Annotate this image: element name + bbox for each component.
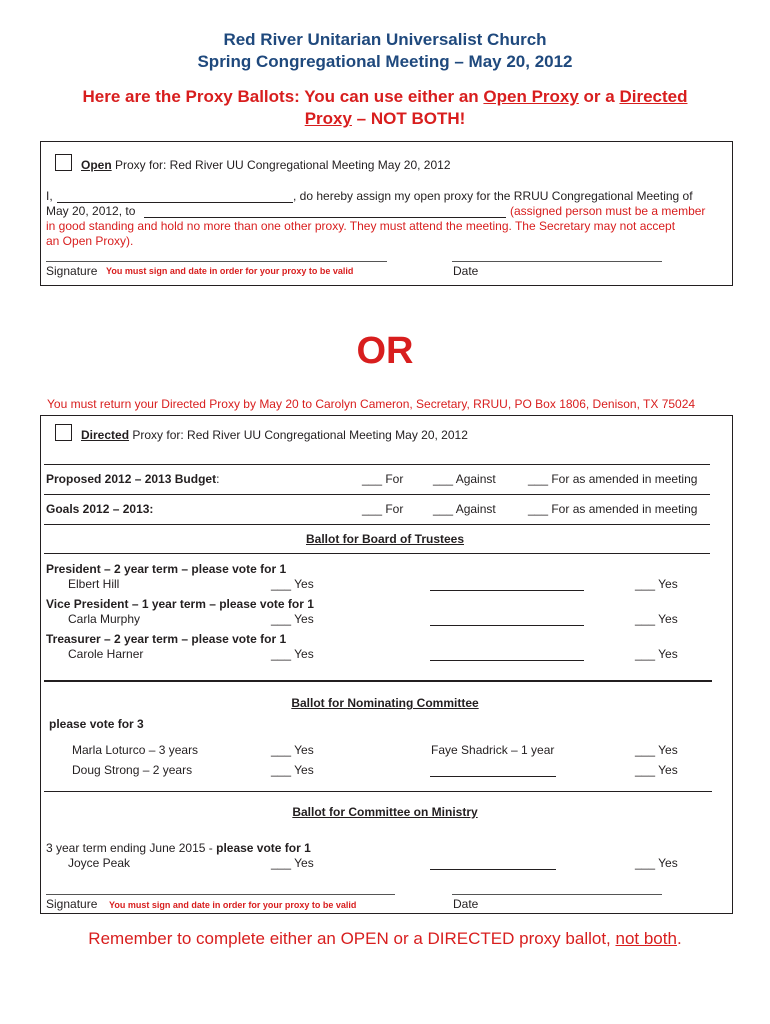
directed-proxy-heading-rest: Proxy for: Red River UU Congregational Meeting May 20, 2012 [129,428,468,442]
open-proxy-heading-rest: Proxy for: Red River UU Congregational Meeting May 20, 2012 [111,158,451,172]
budget-label-text: Proposed 2012 – 2013 Budget [46,472,217,486]
open-proxy-line3: in good standing and hold no more than one other proxy. They must attend the meeting. The Secretary may not accept [46,219,676,233]
directed-date-label: Date [453,897,479,911]
open-signature-label: Signature [46,264,98,278]
treasurer-writein-yes[interactable]: ___ Yes [635,647,678,661]
president-yes[interactable]: ___ Yes [271,577,314,591]
nominating-heading: Ballot for Nominating Committee [291,696,479,710]
open-date-label: Date [453,264,479,278]
footer-text-a: Remember to complete either an OPEN or a DIRECTED proxy ballot, [88,929,616,948]
vp-name: Carla Murphy [68,612,141,626]
president-writein-line[interactable] [430,590,584,591]
open-date-line[interactable] [452,261,662,262]
budget-label-colon: : [216,472,220,486]
budget-label [46,472,219,486]
directed-divider-2 [44,494,710,495]
nominating-writein-line[interactable] [430,776,556,777]
goals-label: Goals 2012 – 2013: [46,502,154,516]
ministry-writein-yes[interactable]: ___ Yes [635,856,678,870]
intro-proxy: Proxy [304,109,352,128]
directed-date-line[interactable] [452,894,662,895]
intro-text-b: or a [578,87,620,106]
footer-reminder [0,929,770,949]
open-proxy-line4: an Open Proxy). [46,234,134,248]
footer-not-both: not both [615,929,677,948]
goals-amended[interactable]: ___ For as amended in meeting [528,502,698,516]
open-signature-note: You must sign and date in order for your proxy to be valid [106,266,354,276]
nominating-writein-yes[interactable]: ___ Yes [635,763,678,777]
open-signature-line[interactable] [46,261,387,262]
directed-divider-3 [44,524,710,525]
open-proxy-requirement: (assigned person must be a member [510,204,706,218]
or-divider: OR [356,330,414,372]
ministry-yes[interactable]: ___ Yes [271,856,314,870]
vp-label: Vice President – 1 year term – please vote for 1 [46,597,314,611]
open-proxy-i-label: I, [46,189,53,203]
directed-proxy-checkbox[interactable] [55,424,72,441]
president-writein-yes[interactable]: ___ Yes [635,577,678,591]
trustees-heading: Ballot for Board of Trustees [305,532,465,546]
budget-for[interactable]: ___ For [362,472,404,486]
open-proxy-line2-text: May 20, 2012, to [46,204,136,218]
vp-yes[interactable]: ___ Yes [271,612,314,626]
directed-divider-4 [44,553,710,554]
church-name: Red River Unitarian Universalist Church [223,30,547,49]
goals-against[interactable]: ___ Against [433,502,496,516]
open-proxy-assignee-line[interactable] [144,217,506,218]
intro-line1 [0,87,770,107]
intro-line2 [0,109,770,129]
directed-divider-6 [44,791,712,792]
ministry-term [46,841,311,855]
open-proxy-name-line[interactable] [57,202,293,203]
budget-against[interactable]: ___ Against [433,472,496,486]
treasurer-yes[interactable]: ___ Yes [271,647,314,661]
intro-not-both: – NOT BOTH! [351,109,466,128]
directed-signature-label: Signature [46,897,98,911]
open-proxy-checkbox[interactable] [55,154,72,171]
meeting-title: Spring Congregational Meeting – May 20, 2012 [197,52,573,71]
goals-for[interactable]: ___ For [362,502,404,516]
open-proxy-line1-text: , do hereby assign my open proxy for the RRUU Congregational Meeting of [293,189,693,203]
directed-proxy-box [40,415,733,914]
open-proxy-heading-bold: Open [81,158,112,172]
president-label: President – 2 year term – please vote for 1 [46,562,287,576]
nominee-doug: Doug Strong – 2 years [72,763,193,777]
treasurer-writein-line[interactable] [430,660,584,661]
vp-writein-yes[interactable]: ___ Yes [635,612,678,626]
ministry-writein-line[interactable] [430,869,556,870]
footer-text-b: . [676,929,682,948]
open-proxy-heading [81,158,451,172]
directed-proxy-heading [81,428,468,442]
directed-proxy-heading-bold: Directed [81,428,130,442]
directed-divider-1 [44,464,710,465]
ministry-term-text: 3 year term ending June 2015 - [46,841,217,855]
nominee-marla: Marla Loturco – 3 years [72,743,199,757]
nominee-faye-yes[interactable]: ___ Yes [635,743,678,757]
nominee-marla-yes[interactable]: ___ Yes [271,743,314,757]
return-note: You must return your Directed Proxy by May 20 to Carolyn Cameron, Secretary, RRUU, PO Box 1806, Denison, TX 75024 [47,397,696,411]
nominee-doug-yes[interactable]: ___ Yes [271,763,314,777]
ministry-name: Joyce Peak [68,856,131,870]
ministry-heading: Ballot for Committee on Ministry [292,805,478,819]
president-name: Elbert Hill [68,577,120,591]
intro-directed: Directed [619,87,688,106]
directed-signature-line[interactable] [46,894,395,895]
intro-text-a: Here are the Proxy Ballots: You can use either an [82,87,484,106]
directed-signature-note: You must sign and date in order for your proxy to be valid [109,900,357,910]
treasurer-label: Treasurer – 2 year term – please vote for 1 [46,632,287,646]
directed-divider-5 [44,680,712,682]
ministry-vote-text: please vote for 1 [216,841,311,855]
vp-writein-line[interactable] [430,625,584,626]
budget-amended[interactable]: ___ For as amended in meeting [528,472,698,486]
intro-open-proxy: Open Proxy [483,87,579,106]
nominee-faye: Faye Shadrick – 1 year [431,743,555,757]
treasurer-name: Carole Harner [68,647,144,661]
nominating-vote-instruction: please vote for 3 [49,717,144,731]
